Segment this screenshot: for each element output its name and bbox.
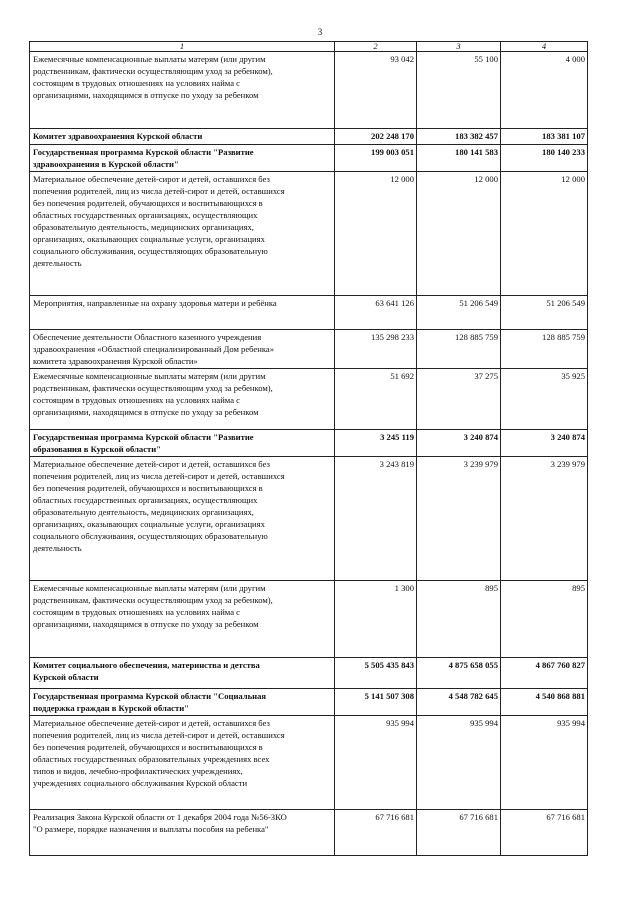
table-row (30, 369, 588, 430)
table-row (30, 172, 588, 296)
amount-cell-col4: 12 000 (501, 172, 588, 296)
header-cell: 3 (417, 42, 501, 52)
amount-cell-col2: 51 692 (335, 369, 417, 430)
amount-cell-col2: 202 248 170 (335, 129, 417, 145)
row-label-cell: Ежемесячные компенсационные выплаты матерям (или другим родственникам, фактически осуществляющим уход за ребенком), состоящим в трудовых отношениях на условиях найма с организациями, находящимся в отпуске по уходу за ребенком (30, 369, 335, 430)
amount-cell-col2: 1 300 (335, 581, 417, 658)
amount-cell-col3: 37 275 (417, 369, 501, 430)
amount-cell-col3: 67 716 681 (417, 810, 501, 856)
amount-cell-col4: 935 994 (501, 716, 588, 810)
row-label-cell: Государственная программа Курской области "Развитие здравоохранения в Курской области" (30, 145, 335, 172)
amount-cell-col4: 3 239 979 (501, 457, 588, 581)
amount-cell-col3: 12 000 (417, 172, 501, 296)
table-row-summary (30, 129, 588, 145)
budget-table-body (30, 42, 588, 856)
amount-cell-col2: 5 141 507 308 (335, 689, 417, 716)
amount-cell-col4: 67 716 681 (501, 810, 588, 856)
amount-cell-col4: 4 867 760 827 (501, 658, 588, 689)
amount-cell-col4: 180 140 233 (501, 145, 588, 172)
table-row-summary (30, 689, 588, 716)
amount-cell-col2: 93 042 (335, 52, 417, 129)
table-row (30, 330, 588, 369)
header-cell: 2 (335, 42, 417, 52)
budget-table (29, 41, 588, 856)
amount-cell-col3: 51 206 549 (417, 296, 501, 330)
amount-cell-col3: 895 (417, 581, 501, 658)
amount-cell-col2: 935 994 (335, 716, 417, 810)
column-number-header (30, 42, 588, 52)
amount-cell-col4: 35 925 (501, 369, 588, 430)
amount-cell-col3: 55 100 (417, 52, 501, 129)
amount-cell-col2: 199 003 051 (335, 145, 417, 172)
amount-cell-col3: 935 994 (417, 716, 501, 810)
table-row-summary (30, 145, 588, 172)
table-row-summary (30, 430, 588, 457)
table-row (30, 716, 588, 810)
row-label-cell: Ежемесячные компенсационные выплаты матерям (или другим родственникам, фактически осуществляющим уход за ребенком), состоящим в трудовых отношениях на условиях найма с организациями, находящимся в отпуске по уходу за ребенком (30, 581, 335, 658)
amount-cell-col3: 3 239 979 (417, 457, 501, 581)
amount-cell-col3: 4 875 658 055 (417, 658, 501, 689)
row-label-cell: Реализация Закона Курской области от 1 декабря 2004 года №56-ЗКО "О размере, порядке назначения и выплаты пособия на ребенка" (30, 810, 335, 856)
amount-cell-col3: 180 141 583 (417, 145, 501, 172)
amount-cell-col3: 3 240 874 (417, 430, 501, 457)
amount-cell-col4: 3 240 874 (501, 430, 588, 457)
amount-cell-col2: 67 716 681 (335, 810, 417, 856)
amount-cell-col3: 128 885 759 (417, 330, 501, 369)
row-label-cell: Материальное обеспечение детей-сирот и детей, оставшихся без попечения родителей, лиц из числа детей-сирот и детей, оставшихся без попечения родителей, обучающихся и воспитывающихся в областных государственных организациях, осуществляющих образовательную деятельность, медицинских организациях, организациях, оказывающих социальные услуги, организациях социального обслуживания, осуществляющих образовательную деятельность (30, 457, 335, 581)
row-label-cell: Комитет здравоохранения Курской области (30, 129, 335, 145)
table-row (30, 296, 588, 330)
row-label-cell: Материальное обеспечение детей-сирот и детей, оставшихся без попечения родителей, лиц из числа детей-сирот и детей, оставшихся без попечения родителей, обучающихся и воспитывающихся в областных государственных организациях, осуществляющих образовательную деятельность, медицинских организациях, организациях, оказывающих социальные услуги, организациях социального обслуживания, осуществляющих образовательную деятельность (30, 172, 335, 296)
amount-cell-col4: 183 381 107 (501, 129, 588, 145)
amount-cell-col2: 5 505 435 843 (335, 658, 417, 689)
header-cell: 1 (30, 42, 335, 52)
amount-cell-col4: 4 540 868 881 (501, 689, 588, 716)
table-row (30, 52, 588, 129)
row-label-cell: Государственная программа Курской области "Социальная поддержка граждан в Курской области" (30, 689, 335, 716)
row-label-cell: Материальное обеспечение детей-сирот и детей, оставшихся без попечения родителей, лиц из числа детей-сирот и детей, оставшихся без попечения родителей, обучающихся и воспитывающихся в областных государственных образовательных учреждениях всех типов и видов, лечебно-профилактических учреждениях, учреждениях социального обслуживания Курской области (30, 716, 335, 810)
amount-cell-col3: 183 382 457 (417, 129, 501, 145)
row-label-cell: Государственная программа Курской области "Развитие образования в Курской области" (30, 430, 335, 457)
row-label-cell: Мероприятия, направленные на охрану здоровья матери и ребёнка (30, 296, 335, 330)
table-row-summary (30, 658, 588, 689)
amount-cell-col4: 128 885 759 (501, 330, 588, 369)
amount-cell-col4: 4 000 (501, 52, 588, 129)
row-label-cell: Комитет социального обеспечения, материнства и детства Курской области (30, 658, 335, 689)
amount-cell-col2: 63 641 126 (335, 296, 417, 330)
amount-cell-col2: 3 245 119 (335, 430, 417, 457)
amount-cell-col4: 895 (501, 581, 588, 658)
header-cell: 4 (501, 42, 588, 52)
amount-cell-col4: 51 206 549 (501, 296, 588, 330)
row-label-cell: Ежемесячные компенсационные выплаты матерям (или другим родственникам, фактически осуществляющим уход за ребенком), состоящим в трудовых отношениях на условиях найма с организациями, находящимся в отпуске по уходу за ребенком (30, 52, 335, 129)
amount-cell-col2: 3 243 819 (335, 457, 417, 581)
amount-cell-col2: 12 000 (335, 172, 417, 296)
amount-cell-col3: 4 548 782 645 (417, 689, 501, 716)
table-row (30, 457, 588, 581)
row-label-cell: Обеспечение деятельности Областного казенного учреждения здравоохранения «Областной специализированный Дом ребенка» комитета здравоохранения Курской области» (30, 330, 335, 369)
table-row (30, 810, 588, 856)
table-row (30, 581, 588, 658)
page-number: 3 (317, 27, 323, 37)
amount-cell-col2: 135 298 233 (335, 330, 417, 369)
